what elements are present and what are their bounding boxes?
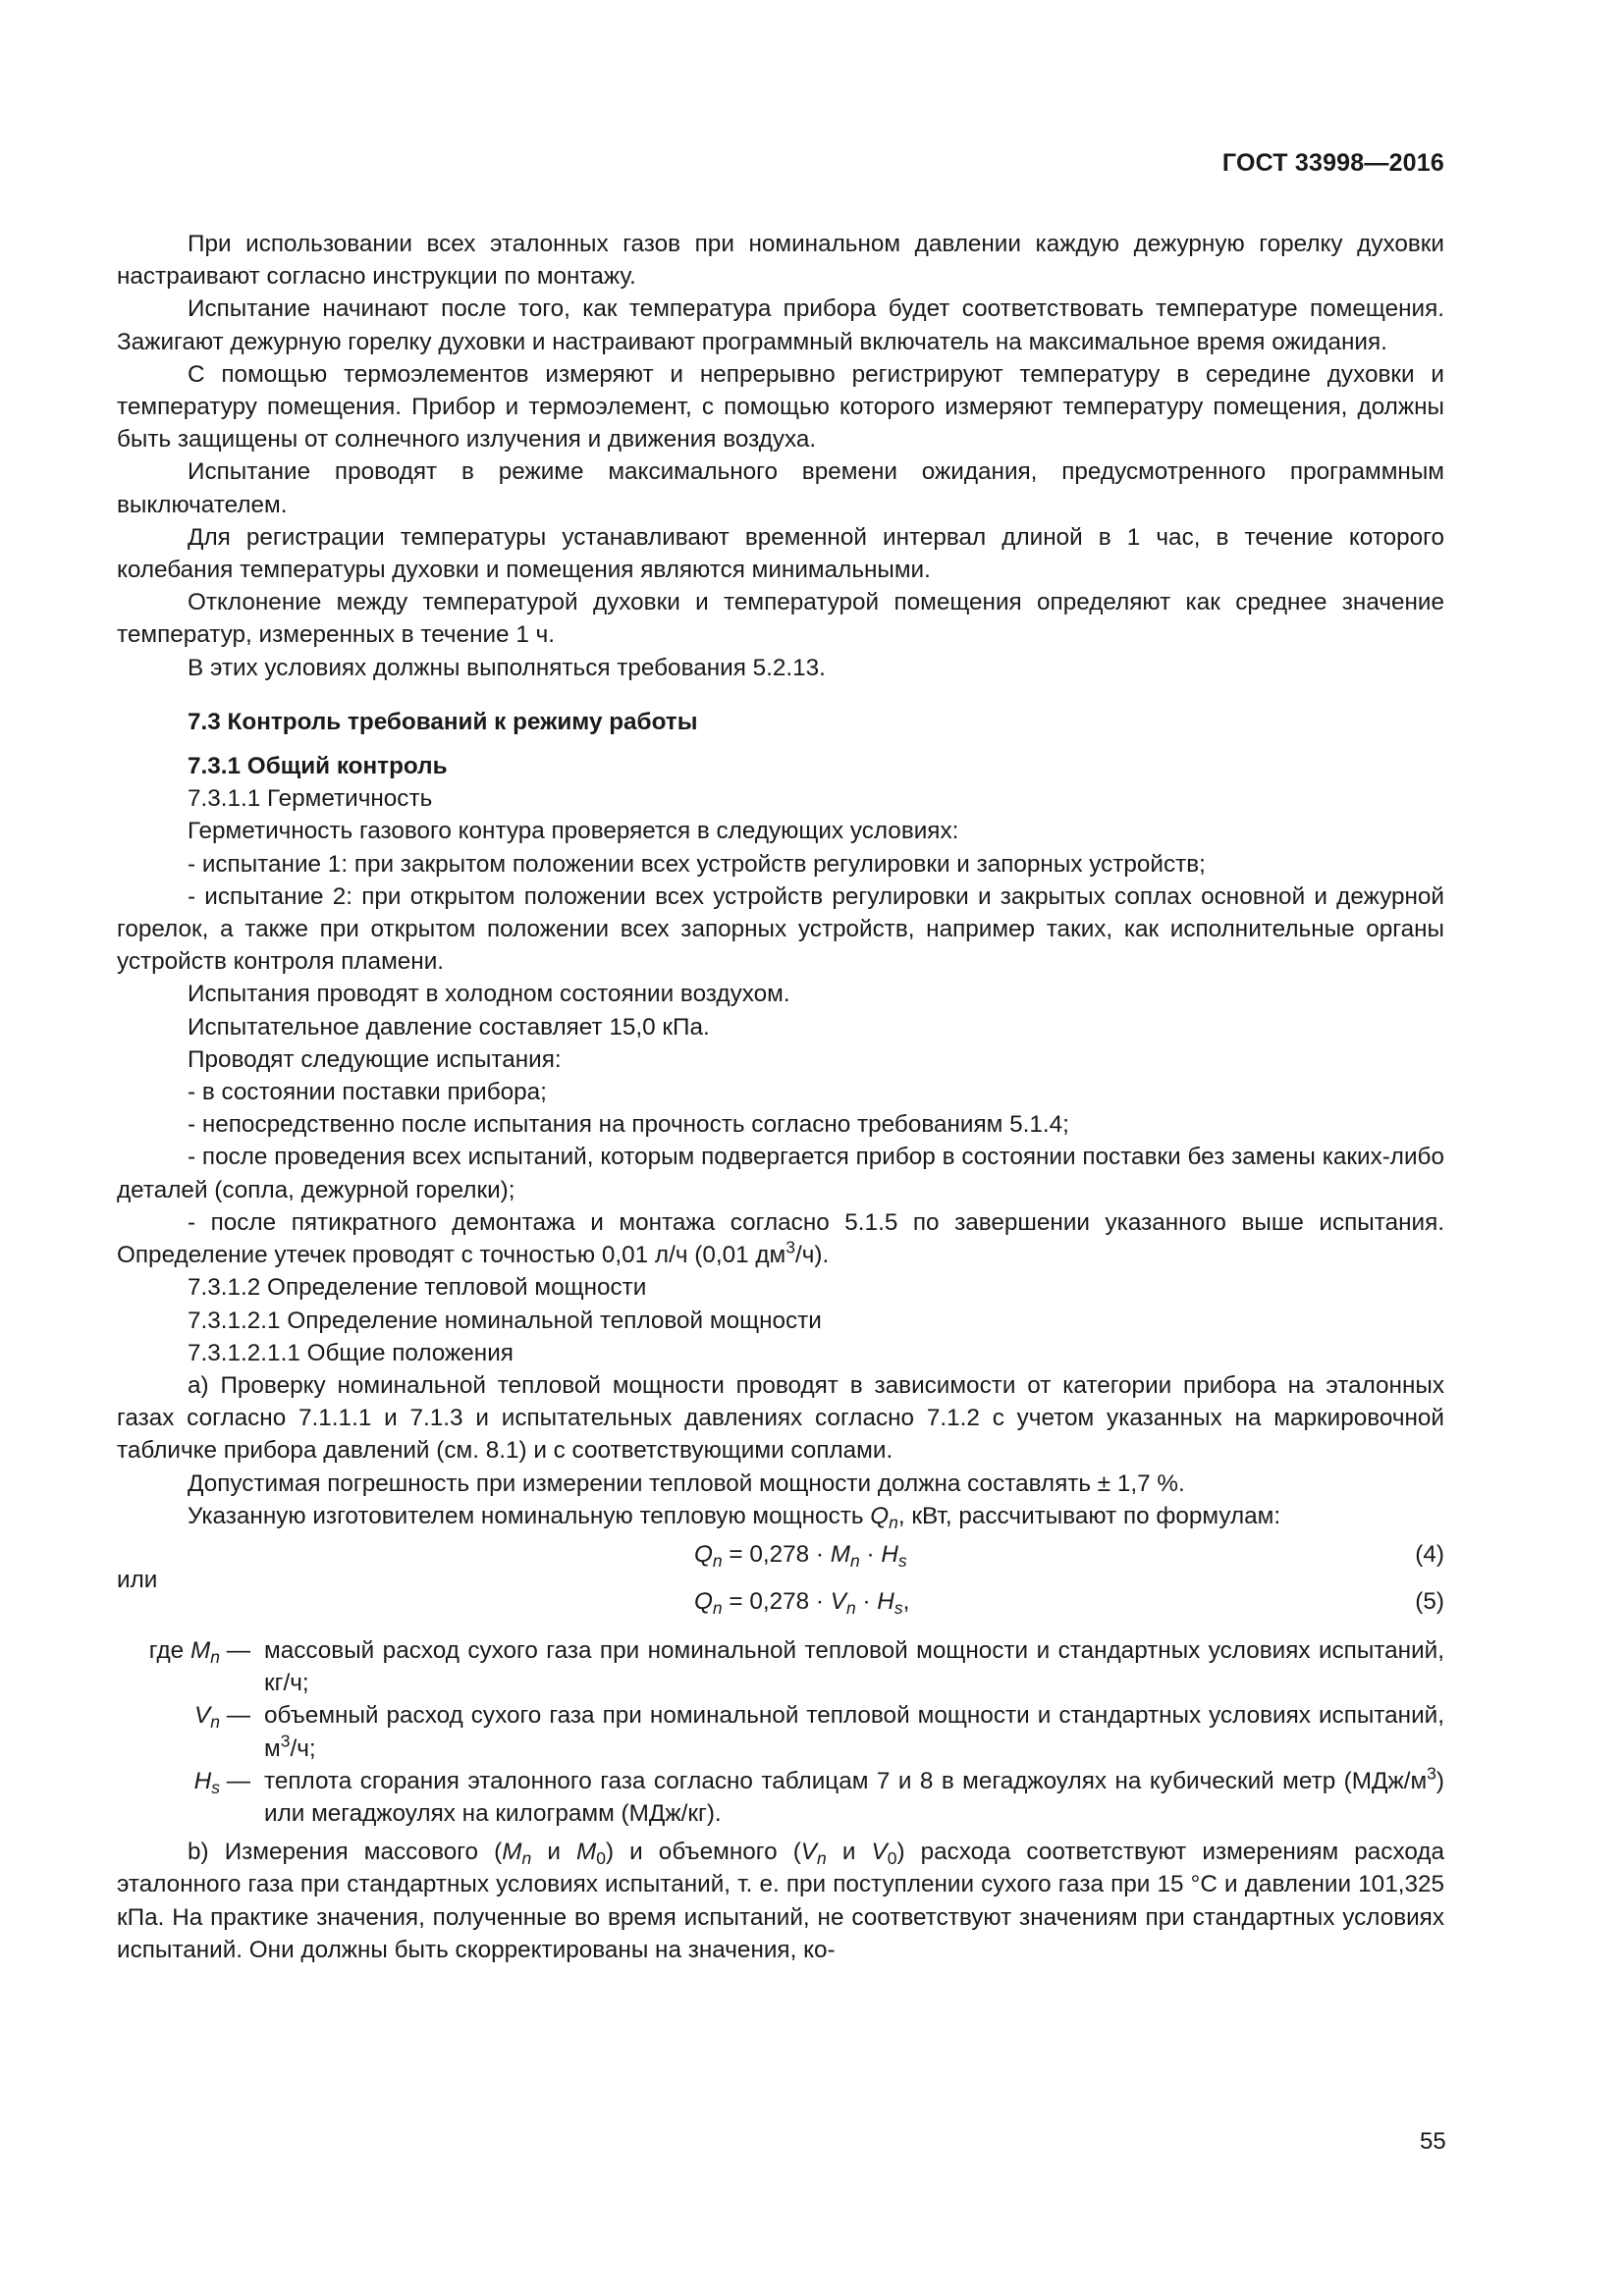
formula-4-number: (4): [1415, 1540, 1444, 1568]
tightness-item: - в состоянии поставки прибора;: [188, 1079, 547, 1106]
section-heading-7-3-1-2-1: 7.3.1.2.1 Определение номинальной тепловой мощности: [188, 1307, 822, 1334]
superscript: 3: [280, 1730, 291, 1750]
dash: —: [219, 1636, 250, 1664]
page-body: [117, 228, 1444, 1966]
tightness-test-1: - испытание 1: при закрытом положении всех устройств регулировки и запорных устройств;: [188, 850, 1206, 878]
definition-text: [264, 1765, 1444, 1830]
paragraph: Испытание проводят в режиме максимального времени ожидания, предусмотренного программным выключателем.: [117, 458, 1444, 518]
section-heading-7-3-1-2: 7.3.1.2 Определение тепловой мощности: [188, 1274, 647, 1302]
para-b-text: и: [531, 1839, 576, 1866]
formula-intro: [117, 1500, 1444, 1532]
superscript: 3: [1427, 1763, 1436, 1784]
definition-label: [117, 1765, 264, 1830]
tightness-pressure: Испытательное давление составляет 15,0 кПа.: [188, 1013, 710, 1041]
sub-0: 0: [596, 1848, 606, 1869]
definition-label: [117, 1699, 264, 1764]
tightness-intro: Герметичность газового контура проверяется в следующих условиях:: [188, 818, 959, 845]
definitions-list: [117, 1634, 1444, 1830]
var-q: Q: [870, 1502, 890, 1529]
paragraph: В этих условиях должны выполняться требования 5.2.13.: [188, 654, 826, 681]
formula-5: [117, 1566, 1444, 1627]
page-number: 55: [1420, 2128, 1446, 2155]
tightness-item: - непосредственно после испытания на прочность согласно требованиям 5.1.4;: [188, 1111, 1069, 1139]
dash: —: [219, 1767, 250, 1794]
sub-n: n: [210, 1712, 220, 1733]
sub-0: 0: [887, 1848, 897, 1869]
formula-4-expression: [694, 1538, 907, 1571]
var-v: V: [193, 1702, 211, 1730]
formula-dot: ·: [859, 1540, 882, 1568]
paragraph: При использовании всех эталонных газов при номинальном давлении каждую дежурную горелку духовки настраивают согласно инструкции по монтажу.: [117, 231, 1444, 291]
paragraph: С помощью термоэлементов измеряют и непрерывно регистрируют температуру в середине духовки и температуру помещения. Прибор и термоэлемент, с помощью которого измеряют температуру помещения, должны быть защищены от солнечного излучения и движения воздуха.: [117, 360, 1444, 454]
or-word: или: [117, 1566, 158, 1593]
formula-intro-tail: , кВт, рассчитывают по формулам:: [897, 1502, 1281, 1529]
sub-n: n: [712, 1550, 723, 1571]
item4-superscript: 3: [785, 1237, 795, 1257]
var-m: M: [575, 1839, 597, 1866]
section-heading-7-3: 7.3 Контроль требований к режиму работы: [188, 708, 698, 735]
sub-n: n: [845, 1597, 856, 1618]
sub-n: n: [889, 1512, 898, 1532]
para-b-text: и: [826, 1839, 872, 1866]
section-heading-7-3-1-1: 7.3.1.1 Герметичность: [188, 785, 433, 813]
section-heading-7-3-1-2-1-1: 7.3.1.2.1.1 Общие положения: [188, 1339, 514, 1366]
sub-n: n: [521, 1848, 532, 1869]
var-m: M: [189, 1636, 211, 1664]
para-b-text: ) расхода соответствуют измерениям расхода эталонного газа при стандартных условиях испытаний, т. е. при поступлении сухого газа при 15 °С и давлении 101,325 кПа. На практике значения, полученные во время испытаний, не соответствуют значениям при стандартных условиях испытаний. Они должны быть скорректированы на значения, ко-: [117, 1839, 1444, 1963]
definition-hs: [117, 1765, 1444, 1830]
definition-text: массовый расход сухого газа при номинальной тепловой мощности и стандартных условиях испытаний, кг/ч;: [264, 1636, 1444, 1697]
section-heading-7-3-1: 7.3.1 Общий контроль: [188, 753, 448, 780]
para-b-text: b) Измерения массового (: [188, 1839, 503, 1866]
para-b-text: ) и объемного (: [605, 1839, 801, 1866]
formula-5-number: (5): [1415, 1587, 1444, 1615]
sub-s: s: [893, 1597, 903, 1618]
tightness-cold: Испытания проводят в холодном состоянии воздухом.: [188, 981, 790, 1008]
sub-n: n: [712, 1597, 723, 1618]
item4-text: - после пятикратного демонтажа и монтажа согласно 5.1.5 по завершении указанного выше испытания. Определение утечек проводят с точностью 0,01 л/ч (0,01 дм: [117, 1208, 1444, 1269]
definition-text-part: ) или мегаджоулях на килограмм (МДж/кг).: [264, 1767, 1444, 1827]
paragraph: Испытание начинают после того, как температура прибора будет соответствовать температуре помещения. Зажигают дежурную горелку духовки и настраивают программный включатель на максимальное время ожидания.: [117, 295, 1444, 355]
var-v: V: [871, 1839, 888, 1866]
definition-text-part: объемный расход сухого газа при номинальной тепловой мощности и стандартных условиях испытаний, м: [264, 1702, 1444, 1762]
tightness-test-2: - испытание 2: при открытом положении всех устройств регулировки и закрытых соплах основной и дежурной горелок, а также при открытом положении всех запорных устройств, например таких, как исполнительные органы устройств контроля пламени.: [117, 882, 1444, 976]
tightness-item-4: [117, 1206, 1444, 1271]
var-m: M: [830, 1540, 850, 1568]
definition-mn: [117, 1634, 1444, 1699]
formula-constant: = 0,278 ·: [722, 1587, 831, 1615]
paragraph-b: [117, 1836, 1444, 1966]
paragraph-a: a) Проверку номинальной тепловой мощности проводят в зависимости от категории прибора на эталонных газах согласно 7.1.1.1 и 7.1.3 и испытательных давлениях согласно 7.1.2 с учетом указанных на маркировочной табличке прибора давлений (см. 8.1) и с соответствующими соплами.: [117, 1371, 1444, 1465]
var-v: V: [830, 1587, 846, 1615]
var-h: H: [193, 1767, 212, 1794]
var-h: H: [881, 1540, 898, 1568]
tolerance-paragraph: Допустимая погрешность при измерении тепловой мощности должна составлять ± 1,7 %.: [188, 1469, 1185, 1497]
item4-tail: /ч).: [795, 1242, 830, 1269]
where-word: где: [148, 1636, 190, 1664]
sub-n: n: [817, 1848, 827, 1869]
sub-s: s: [211, 1777, 220, 1797]
tightness-following: Проводят следующие испытания:: [188, 1045, 562, 1073]
formula-constant: = 0,278 ·: [722, 1540, 831, 1568]
formula-5-expression: [694, 1585, 909, 1618]
paragraph: Для регистрации температуры устанавливают временной интервал длиной в 1 час, в течение которого колебания температуры духовки и помещения являются минимальными.: [117, 523, 1444, 584]
document-header: ГОСТ 33998—2016: [1221, 149, 1444, 177]
sub-n: n: [210, 1646, 220, 1667]
sub-s: s: [897, 1550, 907, 1571]
sub-n: n: [849, 1550, 860, 1571]
var-q: Q: [694, 1587, 713, 1615]
definition-label: [117, 1634, 264, 1699]
var-h: H: [877, 1587, 894, 1615]
definition-text-part: теплота сгорания эталонного газа согласно таблицам 7 и 8 в мегаджоулях на кубический метр (МДж/м: [264, 1767, 1428, 1794]
definition-vn: [117, 1699, 1444, 1764]
tightness-item: - после проведения всех испытаний, которым подвергается прибор в состоянии поставки без замены каких-либо деталей (сопла, дежурной горелки);: [117, 1144, 1444, 1203]
formula-intro-text: Указанную изготовителем номинальную тепловую мощность: [188, 1502, 871, 1529]
var-m: M: [502, 1839, 522, 1866]
var-q: Q: [694, 1540, 713, 1568]
formula-4: [117, 1532, 1444, 1579]
formula-dot: ·: [855, 1587, 878, 1615]
dash: —: [219, 1702, 250, 1730]
paragraph: Отклонение между температурой духовки и температурой помещения определяют как среднее значение температур, измеренных в течение 1 ч.: [117, 589, 1444, 649]
formula-comma: ,: [902, 1587, 910, 1615]
definition-text-part: /ч;: [290, 1735, 316, 1762]
var-v: V: [800, 1839, 818, 1866]
definition-text: [264, 1699, 1444, 1764]
